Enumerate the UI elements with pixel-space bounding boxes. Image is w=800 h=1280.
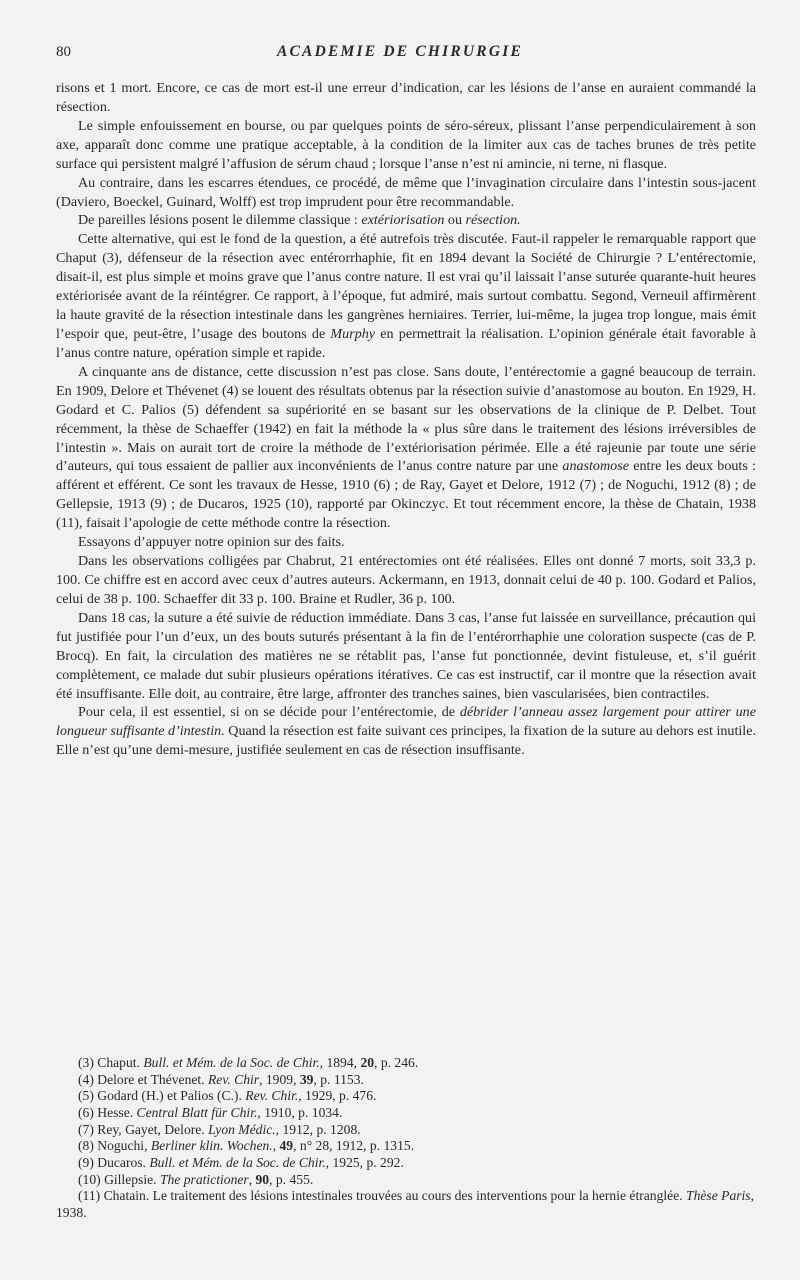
footnote-text: , p. 1153. xyxy=(313,1071,364,1087)
text-run: en permettrait la réalisation. L’opinion générale était favorable à l’anus contre nature, opération simple et rapide. xyxy=(56,325,756,361)
footnote-volume: 39 xyxy=(299,1071,314,1087)
text-run: Cette alternative, qui est le fond de la question, a été autrefois très discutée. Faut-il rappeler le remarquable rapport que Chaput (3), défenseur de la résection avec entérorrhaphie, fit en 1894 devant la Société de Chirurgie ? L’entérectomie, disait-il, est plus simple et moins grave que l’anus contre nature. Il est vrai qu’il laissait l’anse suturée quarante-huit heures extériorisée avant de la réintégrer. Ce rapport, à l’époque, fut admiré, mais surtout combattu. Segond, Verneuil affirmèrent la haute gravité de la résection intestinale dans les gangrènes herniaires. Terrier, lui-même, la jugea trop longue, mais émit l’espoir que, peut-être, l’usage des boutons de xyxy=(56,231,756,342)
text-run: ou xyxy=(444,212,466,229)
footnote-text: , 1910, p. 1034. xyxy=(257,1104,343,1120)
footnote-author: Noguchi, xyxy=(97,1138,151,1154)
emphasis: extériorisation xyxy=(361,212,445,229)
paragraph: risons et 1 mort. Encore, ce cas de mort est-il une erreur d’indication, car les lésions de l’anse en auraient commandé la résection. xyxy=(56,80,756,115)
footnote-journal: Berliner klin. Wochen. xyxy=(150,1138,273,1154)
footnote-text: , p. 246. xyxy=(374,1055,419,1070)
body-text xyxy=(56,79,756,760)
footnote-number: (3) xyxy=(78,1055,94,1070)
footnote-author: Chaput. xyxy=(97,1055,144,1070)
footnote xyxy=(56,1155,756,1172)
footnote-number: (7) xyxy=(78,1121,94,1137)
footnote-text: , 1894, xyxy=(319,1055,361,1070)
footnote-journal: Rev. Chir xyxy=(207,1071,260,1087)
paragraph xyxy=(56,363,756,533)
footnote-journal: The pratictioner xyxy=(159,1171,249,1187)
paragraph: Dans 18 cas, la suture a été suivie de réduction immédiate. Dans 3 cas, l’anse fut laissée en surveillance, précaution qui fut justifiée pour l’un d’eux, un des bouts suturés présentant à la fin de l’entérorrhaphie une coloration suspecte (cas de P. Brocq). En fait, la circulation des matières ne se rétablit pas, l’anse fut ponctionnée, devint fistuleuse, et, s’il guérit complètement, ce malade dut subir plusieurs opérations itératives. Ce cas est instructif, car il montre que la résection avait été insuffisante. Elle doit, au contraire, être large, affronter des tranches saines, bien vascularisées, bien contractiles. xyxy=(56,609,756,702)
footnote-journal: Bull. et Mém. de la Soc. de Chir. xyxy=(149,1154,326,1170)
footnote-text: , 1909, xyxy=(259,1071,300,1087)
paragraph: Essayons d’appuyer notre opinion sur des faits. xyxy=(78,534,345,551)
footnote-number: (10) xyxy=(78,1171,101,1187)
footnote xyxy=(56,1172,756,1189)
footnote-number: (8) xyxy=(78,1138,94,1154)
emphasis: anastomose xyxy=(562,458,629,475)
paragraph xyxy=(56,230,756,362)
text-run: Pour cela, il est essentiel, si on se décide pour l’entérectomie, de xyxy=(78,704,460,721)
footnote-author: Chatain. Le traitement des lésions intestinales trouvées au cours des interventions pour la hernie étranglée. xyxy=(103,1188,687,1204)
footnote-journal: Thèse Paris xyxy=(686,1188,751,1204)
footnote-number: (6) xyxy=(78,1104,94,1120)
emphasis: Murphy xyxy=(330,325,376,342)
footnote-text: , p. 455. xyxy=(269,1171,314,1187)
text-run: A cinquante ans de distance, cette discussion n’est pas close. Sans doute, l’entérectomie a gagné beaucoup de terrain. En 1909, Delore et Thévenet (4) se louent des résultats obtenus par la résection suivie d’anastomose au bouton. En 1929, H. Godard et C. Palios (5) défendent sa supériorité en se basant sur les observations de la clinique de P. Delbet. Tout récemment, la thèse de Schaeffer (1942) en fait la méthode la « plus sûre dans le traitement des lésions irréversibles de l’intestin ». Mais on aurait tort de croire la méthode de l’extériorisation périmée. Elle a été rajeunie par toute une série d’auteurs, qui tous essaient de pallier aux inconvénients de l’anus contre nature par une xyxy=(56,363,756,475)
paragraph xyxy=(56,703,756,760)
footnote-author: Godard (H.) et Palios (C.). xyxy=(97,1088,246,1104)
footnote-author: Gillepsie. xyxy=(104,1171,160,1187)
footnote-number: (11) xyxy=(78,1188,101,1204)
footnote-text: , 1912, p. 1208. xyxy=(275,1121,361,1137)
footnote-volume: 20 xyxy=(360,1055,375,1070)
footnote-text: , 1938. xyxy=(56,1188,755,1220)
paragraph: Dans les observations colligées par Chabrut, 21 entérectomies ont été réalisées. Elles ont donné 7 morts, soit 33,3 p. 100. Ce chiffre est en accord avec ceux d’autres auteurs. Ackermann, en 1913, donnait celui de 40 p. 100. Godard et Palios, celui de 38 p. 100. Schaeffer dit 33 p. 100. Braine et Rudler, 36 p. 100. xyxy=(56,553,756,607)
footnote xyxy=(56,1088,756,1105)
footnote-journal: Lyon Médic. xyxy=(208,1121,276,1137)
footnote-number: (4) xyxy=(78,1071,94,1087)
footnote xyxy=(56,1188,756,1221)
footnote-volume: 90 xyxy=(255,1171,270,1187)
footnote xyxy=(56,1122,756,1139)
text-run: entre les deux bouts : afférent et efférent. Ce sont les travaux de Hesse, 1910 (6) ; de Ray, Gayet et Delore, 1912 (7) ; de Noguchi, 1912 (8) ; de Gellepsie, 1913 (9) ; de Ducaros, 1925 (10), rapporté par Okinczyc. Et tout récemment encore, la thèse de Chatain, 1938 (11), faisait l’apologie de cette méthode contre la résection. xyxy=(56,458,757,532)
paragraph xyxy=(56,211,756,230)
footnote xyxy=(56,1138,756,1155)
footnote xyxy=(56,1072,756,1089)
footnote-journal: Rev. Chir. xyxy=(245,1088,299,1104)
running-title: ACADEMIE DE CHIRURGIE xyxy=(276,43,524,60)
footnote-number: (5) xyxy=(78,1088,94,1104)
footnote-number: (9) xyxy=(78,1154,94,1170)
footnote-author: Rey, Gayet, Delore. xyxy=(97,1121,209,1137)
page-header xyxy=(56,44,744,66)
footnote-volume: 49 xyxy=(279,1138,294,1154)
footnote-text: , n° 28, 1912, p. 1315. xyxy=(293,1138,415,1154)
emphasis: résection. xyxy=(465,212,521,229)
footnote-author: Ducaros. xyxy=(97,1154,150,1170)
paragraph: Le simple enfouissement en bourse, ou par quelques points de séro-séreux, plissant l’anse perpendiculairement à son axe, apparaît donc comme une pratique acceptable, à la condition de la limiter aux cas de taches brunes de très petite surface qui persistent malgré l’affusion de sérum chaud ; lorsque l’anse n’est ni amincie, ni terne, ni flasque. xyxy=(56,117,756,172)
page-number: 80 xyxy=(56,44,71,60)
footnote-text: , 1929, p. 476. xyxy=(298,1088,377,1104)
footnote-author: Delore et Thévenet. xyxy=(97,1071,208,1087)
footnote-text: , 1925, p. 292. xyxy=(325,1154,404,1170)
emphasis: débrider l’anneau assez largement pour attirer une longueur suffisante d’intestin. xyxy=(56,704,756,740)
footnote xyxy=(56,1105,756,1122)
footnote-journal: Central Blatt für Chir. xyxy=(136,1104,258,1120)
footnote-text: , xyxy=(248,1171,256,1187)
footnote-journal: Bull. et Mém. de la Soc. de Chir. xyxy=(143,1055,320,1070)
footnote-text: , xyxy=(272,1138,280,1154)
footnote-author: Hesse. xyxy=(97,1104,137,1120)
paragraph: Au contraire, dans les escarres étendues, ce procédé, de même que l’invagination circulaire dans l’intestin sous-jacent (Daviero, Boeckel, Guinard, Wolff) est trop imprudent pour être recommandable. xyxy=(56,174,756,210)
footnotes xyxy=(56,1055,756,1222)
text-run: De pareilles lésions posent le dilemme classique : xyxy=(78,212,362,229)
footnote xyxy=(56,1055,756,1072)
text-run: Quand la résection est faite suivant ces principes, la fixation de la suture au dehors est inutile. Elle n’est qu’une demi-mesure, justifiée seulement en cas de résection insuffisante. xyxy=(56,723,756,759)
